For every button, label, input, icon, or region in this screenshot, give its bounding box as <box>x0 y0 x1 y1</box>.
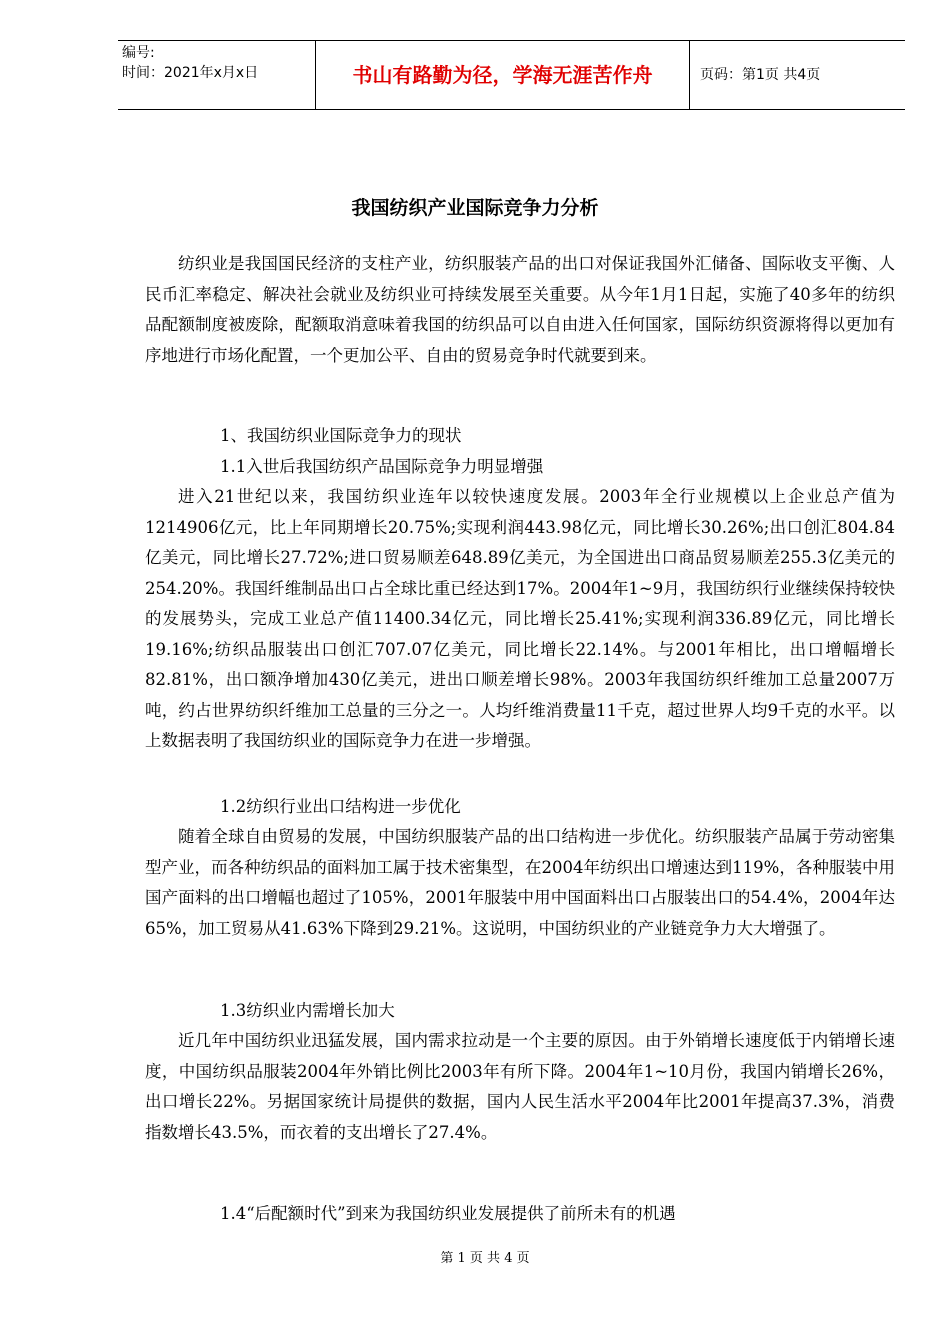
section-1-3-paragraph: 近几年中国纺织业迅猛发展，国内需求拉动是一个主要的原因。由于外销增长速度低于内销增长速度，中国纺织品服装2004年外销比例比2003年有所下降。2004年1~10月份，我国内销增长26%，出口增长22%。另据国家统计局提供的数据，国内人民生活水平2004年比2001年提高37.3%，消费指数增长43.5%，而衣着的支出增长了27.4%。 <box>145 1031 895 1142</box>
header-table <box>118 40 905 110</box>
section-1-1-heading: 1.1入世后我国纺织产品国际竞争力明显增强 <box>220 457 544 476</box>
header-meta <box>122 43 258 83</box>
section-1-2-paragraph: 随着全球自由贸易的发展，中国纺织服装产品的出口结构进一步优化。纺织服装产品属于劳动密集型产业，而各种纺织品的面料加工属于技术密集型，在2004年纺织出口增速达到119%，各种服装中用国产面料的出口增幅也超过了105%，2001年服装中用中国面料出口占服装出口的54.4%，2004年达65%，加工贸易从41.63%下降到29.21%。这说明，中国纺织业的产业链竞争力大大增强了。 <box>145 827 895 938</box>
section-1-1-paragraph: 进入21世纪以来，我国纺织业连年以较快速度发展。2003年全行业规模以上企业总产值为1214906亿元，比上年同期增长20.75%;实现利润443.98亿元，同比增长30.26%;出口创汇804.84亿美元，同比增长27.72%;进口贸易顺差648.89亿美元，为全国进出口商品贸易顺差255.3亿美元的254.20%。我国纤维制品出口占全球比重已经达到17%。2004年1~9月，我国纺织行业继续保持较快的发展势头，完成工业总产值11400.34亿元，同比增长25.41%;实现利润336.89亿元，同比增长19.16%;纺织品服装出口创汇707.07亿美元，同比增长22.14%。与2001年相比，出口增幅增长82.81%，出口额净增加430亿美元，进出口顺差增长98%。2003年我国纺织纤维加工总量2007万吨，约占世界纺织纤维加工总量的三分之一。人均纤维消费量11千克，超过世界人均9千克的水平。以上数据表明了我国纺织业的国际竞争力在进一步增强。 <box>145 487 895 750</box>
section-1-heading: 1、我国纺织业国际竞争力的现状 <box>220 426 462 445</box>
document-title: 我国纺织产业国际竞争力分析 <box>351 197 599 219</box>
section-1-3-heading: 1.3纺织业内需增长加大 <box>220 1001 395 1020</box>
intro-paragraph: 纺织业是我国国民经济的支柱产业，纺织服装产品的出口对保证我国外汇储备、国际收支平衡、人民币汇率稳定、解决社会就业及纺织业可持续发展至关重要。从今年1月1日起，实施了40多年的纺织品配额制度被废除，配额取消意味着我国的纺织品可以自由进入任何国家，国际纺织资源将得以更加有序地进行市场化配置，一个更加公平、自由的贸易竞争时代就要到来。 <box>145 254 895 365</box>
section-1-2-heading: 1.2纺织行业出口结构进一步优化 <box>220 797 461 816</box>
header-page-info: 页码：第1页 共4页 <box>700 67 821 83</box>
document-number-label: 编号: <box>122 45 155 61</box>
header-motto: 书山有路勤为径，学海无涯苦作舟 <box>352 63 653 87</box>
document-time-label: 时间：2021年x月x日 <box>122 65 259 81</box>
section-1-4-heading: 1.4“后配额时代”到来为我国纺织业发展提供了前所未有的机遇 <box>220 1204 676 1223</box>
page-footer: 第 1 页 共 4 页 <box>440 1251 530 1266</box>
header-divider <box>689 41 690 109</box>
